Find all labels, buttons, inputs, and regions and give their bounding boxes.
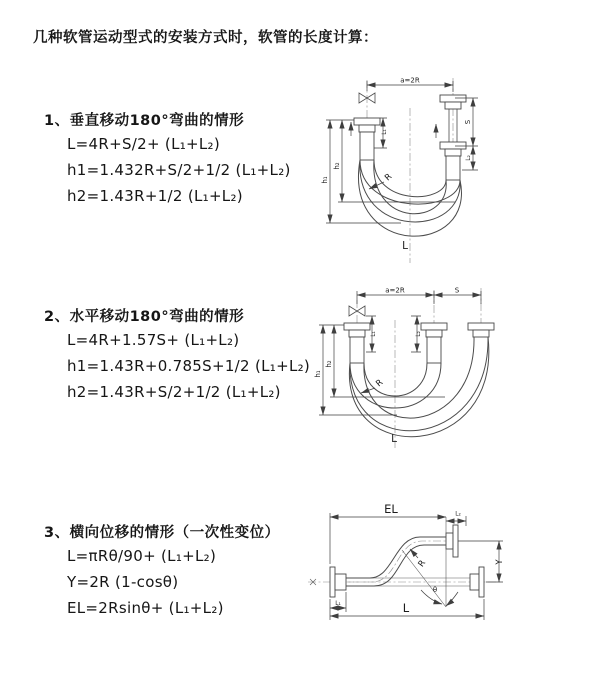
dim-label-y: Y (495, 559, 505, 565)
length-label: L (402, 240, 408, 252)
section-3-formula-y: Y=2R (1-cosθ) (67, 573, 179, 591)
dim-left (314, 325, 445, 415)
flange-right-moved (468, 323, 494, 337)
radius-label: R (416, 558, 429, 570)
centerlines (367, 78, 453, 263)
dim-label-l2: L₂ (455, 511, 461, 518)
dim-label-h1: h₁ (314, 370, 322, 378)
flange-middle (421, 323, 447, 363)
length-label: L (402, 601, 410, 615)
dim-label-s: S (454, 286, 460, 295)
section-1-formula-h1: h1=1.432R+S/2+1/2 (L₁+L₂) (67, 161, 291, 179)
dim-label-l2: L₂ (416, 331, 422, 337)
dim-el (330, 502, 446, 564)
dim-label-el: EL (384, 502, 398, 516)
dim-label-l1: L₁ (335, 601, 341, 607)
radius-label: R (374, 377, 386, 390)
dim-label-h1: h₁ (321, 176, 329, 184)
dim-label-l1: L₁ (371, 331, 377, 337)
dim-label-l1: L₁ (382, 129, 388, 135)
dim-l2-bracket (446, 512, 466, 527)
pipe-right (440, 95, 466, 180)
section-2-heading: 2、水平移动180°弯曲的情形 (44, 309, 245, 325)
dim-l2-bracket (411, 316, 422, 352)
section-2-formula-h1: h1=1.43R+0.785S+1/2 (L₁+L₂) (67, 357, 311, 375)
length-label: L (391, 433, 397, 445)
section-3-formula-el: EL=2Rsinθ+ (L₁+L₂) (67, 599, 224, 617)
section-3-heading: 3、横向位移的情形（一次性变位） (44, 525, 280, 541)
dim-top (367, 77, 453, 93)
dim-label-l2: L₂ (466, 155, 472, 161)
section-1-formula-l: L=4R+S/2+ (L₁+L₂) (67, 135, 221, 153)
page-title: 几种软管运动型式的安装方式时，软管的长度计算： (33, 30, 378, 46)
dim-label-s: S (464, 119, 472, 125)
diagram-horizontal-180 (305, 278, 595, 468)
dim-l (330, 599, 484, 620)
centerlines (357, 288, 481, 450)
diagram-vertical-180 (305, 62, 595, 267)
section-1-formula-h2: h2=1.43R+1/2 (L₁+L₂) (67, 187, 243, 205)
radius-callout (410, 549, 428, 569)
dim-label-a2r: a=2R (385, 286, 405, 295)
hose-s-curve (346, 537, 446, 586)
section-2-formula-l: L=4R+1.57S+ (L₁+L₂) (67, 331, 240, 349)
dim-top (357, 287, 481, 305)
dim-label-a2r: a=2R (400, 76, 420, 85)
dim-label-h2: h₂ (333, 162, 341, 170)
flange-left (344, 323, 370, 363)
section-2-formula-h2: h2=1.43R+S/2+1/2 (L₁+L₂) (67, 383, 281, 401)
radius-callout (369, 172, 394, 189)
flange-left (354, 118, 380, 160)
dim-l1-bracket (366, 316, 377, 352)
flange-left (330, 567, 346, 597)
angle-construction (402, 517, 458, 607)
radius-label: R (383, 171, 395, 184)
section-1-heading: 1、垂直移动180°弯曲的情形 (44, 113, 245, 129)
diagram-lateral-offset (296, 492, 598, 662)
angle-label: θ (432, 586, 438, 594)
section-3-formula-l: L=πRθ/90+ (L₁+L₂) (67, 547, 217, 565)
dim-label-h2: h₂ (325, 360, 333, 368)
flange-top-right (446, 525, 458, 557)
